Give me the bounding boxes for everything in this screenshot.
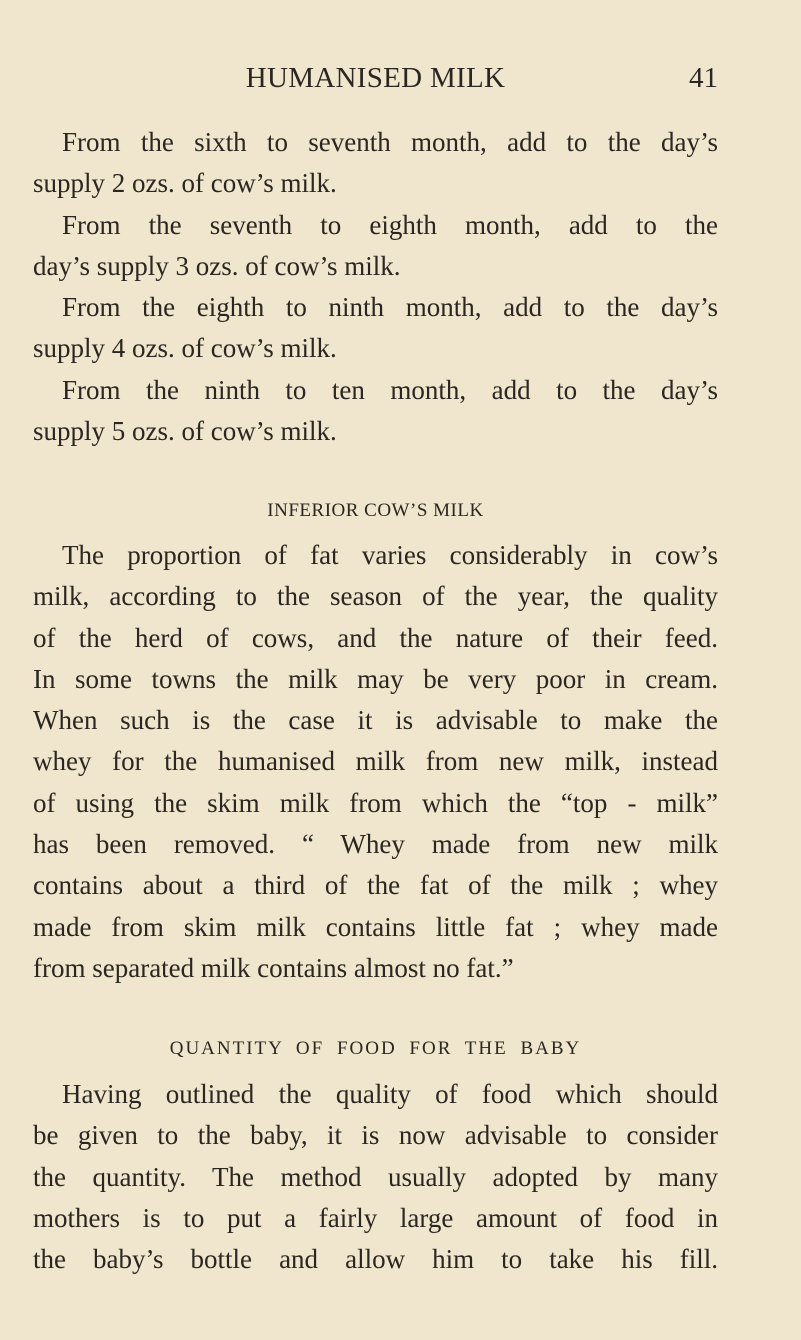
text-line: contains about a third of the fat of the milk ; whey: [33, 870, 718, 901]
text-line: be given to the baby, it is now advisable to consider: [33, 1120, 718, 1151]
text-line: of using the skim milk from which the “top - milk”: [33, 787, 718, 818]
inferior-milk-paragraph: [33, 535, 718, 989]
running-head: [33, 58, 718, 98]
text-line: supply 4 ozs. of cow’s milk.: [33, 333, 337, 364]
section-heading-inferior-milk: INFERIOR COW’S MILK: [267, 500, 484, 521]
text-line: the baby’s bottle and allow him to take his fill.: [33, 1244, 718, 1275]
text-line: made from skim milk contains little fat ; whey made: [33, 911, 718, 942]
text-line: the quantity. The method usually adopted by many: [33, 1161, 718, 1192]
text-line: When such is the case it is advisable to make the: [33, 705, 718, 736]
text-line: from separated milk contains almost no fat.”: [33, 952, 514, 983]
text-line: From the sixth to seventh month, add to the day’s: [62, 127, 718, 157]
text-line: whey for the humanised milk from new milk, instead: [33, 746, 718, 777]
text-line: has been removed. “ Whey made from new milk: [33, 829, 718, 860]
quantity-paragraph: [33, 1074, 718, 1280]
text-line: In some towns the milk may be very poor in cream.: [33, 663, 718, 694]
text-line: From the ninth to ten month, add to the day’s: [62, 374, 718, 405]
text-line: From the eighth to ninth month, add to the day’s: [62, 292, 718, 323]
feeding-schedule-paragraphs: [33, 122, 718, 452]
page-number: 41: [689, 62, 718, 94]
text-line: Having outlined the quality of food which should: [62, 1079, 718, 1109]
text-line: From the seventh to eighth month, add to the: [62, 209, 718, 240]
section-heading-quantity: QUANTITY OF FOOD FOR THE BABY: [169, 1038, 582, 1059]
text-line: The proportion of fat varies considerably in cow’s: [62, 540, 718, 570]
text-line: supply 2 ozs. of cow’s milk.: [33, 168, 337, 199]
text-line: supply 5 ozs. of cow’s milk.: [33, 416, 337, 447]
text-line: day’s supply 3 ozs. of cow’s milk.: [33, 250, 401, 281]
running-head-title: HUMANISED MILK: [245, 62, 506, 94]
text-line: of the herd of cows, and the nature of their feed.: [33, 622, 718, 653]
text-line: mothers is to put a fairly large amount of food in: [33, 1202, 718, 1233]
text-line: milk, according to the season of the year, the quality: [33, 581, 718, 612]
